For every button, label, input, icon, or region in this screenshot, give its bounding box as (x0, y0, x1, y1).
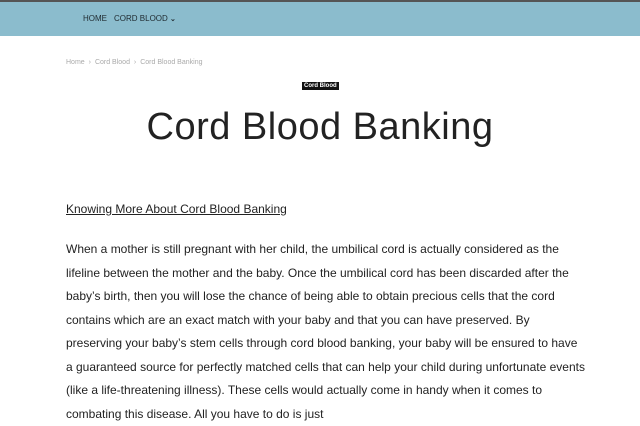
nav-cord-blood[interactable] (114, 14, 176, 23)
breadcrumb-cord-blood[interactable]: Cord Blood (94, 59, 130, 66)
nav-bar (0, 2, 640, 36)
article-paragraph: When a mother is still pregnant with her child, the umbilical cord is actually considered as the lifeline between the mother and the baby. Once the umbilical cord has been discarded after the baby’s birth, then you will lose the chance of being able to obtain precious cells that the cord contains which are an exact match with your baby and that you can have preserved. By preserving your baby’s stem cells through cord blood banking, your baby will be ensured to have a guaranteed source for perfectly matched cells that can help your child during unfortunate events (like a life-threatening illness). These cells would actually come in handy when it comes to combating this disease. All you have to do is just (66, 242, 585, 421)
breadcrumb (66, 59, 204, 66)
breadcrumb-separator: › (133, 59, 137, 66)
nav-cord-blood-label: CORD BLOOD (114, 14, 168, 23)
category-badge[interactable]: Cord Blood (304, 83, 337, 89)
breadcrumb-home[interactable]: Home (66, 59, 85, 66)
breadcrumb-current: Cord Blood Banking (140, 59, 203, 66)
page-title: Cord Blood Banking (146, 106, 494, 148)
chevron-down-icon: ⌄ (170, 16, 176, 23)
breadcrumb-separator: › (88, 59, 91, 66)
nav-home[interactable]: HOME (83, 14, 107, 23)
section-heading: Knowing More About Cord Blood Banking (66, 202, 287, 216)
